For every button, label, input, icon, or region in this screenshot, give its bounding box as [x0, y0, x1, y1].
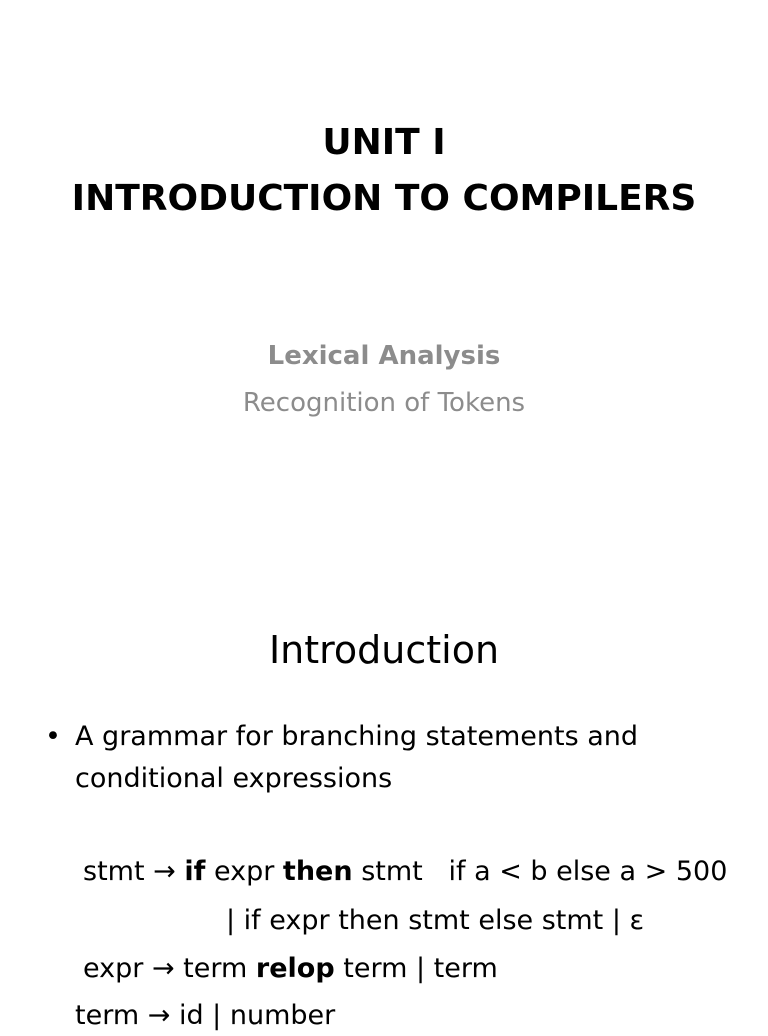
slide-title — [0, 115, 768, 227]
bullet-dot: • — [45, 721, 61, 752]
grammar-line-3 — [83, 949, 498, 989]
grammar-arrow: → — [153, 856, 176, 887]
keyword-if: if — [184, 856, 206, 887]
slide-subtitle — [0, 333, 768, 427]
grammar-line-4 — [75, 996, 335, 1036]
grammar-arrow: → — [151, 953, 175, 984]
grammar-arrow: → — [147, 1000, 171, 1031]
grammar-term: term — [183, 953, 248, 984]
introduction-slide — [0, 576, 768, 1031]
subtitle-line-lexical: Lexical Analysis — [267, 341, 501, 371]
keyword-then: then — [282, 856, 353, 887]
section-heading: Introduction — [268, 628, 500, 672]
grammar-expr: expr — [213, 856, 275, 887]
grammar-line-2: | if expr then stmt else stmt | ε — [226, 905, 645, 936]
keyword-relop: relop — [255, 953, 335, 984]
grammar-example: if a < b else a > 500 — [448, 856, 728, 887]
title-line-topic: INTRODUCTION TO COMPILERS — [71, 178, 697, 219]
grammar-rhs: id | number — [178, 1000, 336, 1031]
grammar-line-1 — [83, 852, 727, 892]
title-line-unit: UNIT I — [322, 122, 446, 163]
bullet-item — [45, 716, 725, 800]
grammar-term-rest: term | term — [343, 953, 498, 984]
bullet-text: A grammar for branching statements and conditional expressions — [75, 721, 639, 794]
grammar-lhs: stmt — [83, 856, 145, 887]
subtitle-line-recognition: Recognition of Tokens — [242, 388, 526, 418]
grammar-lhs: expr — [83, 953, 144, 984]
grammar-lhs: term — [75, 1000, 140, 1031]
grammar-stmt: stmt — [361, 856, 423, 887]
